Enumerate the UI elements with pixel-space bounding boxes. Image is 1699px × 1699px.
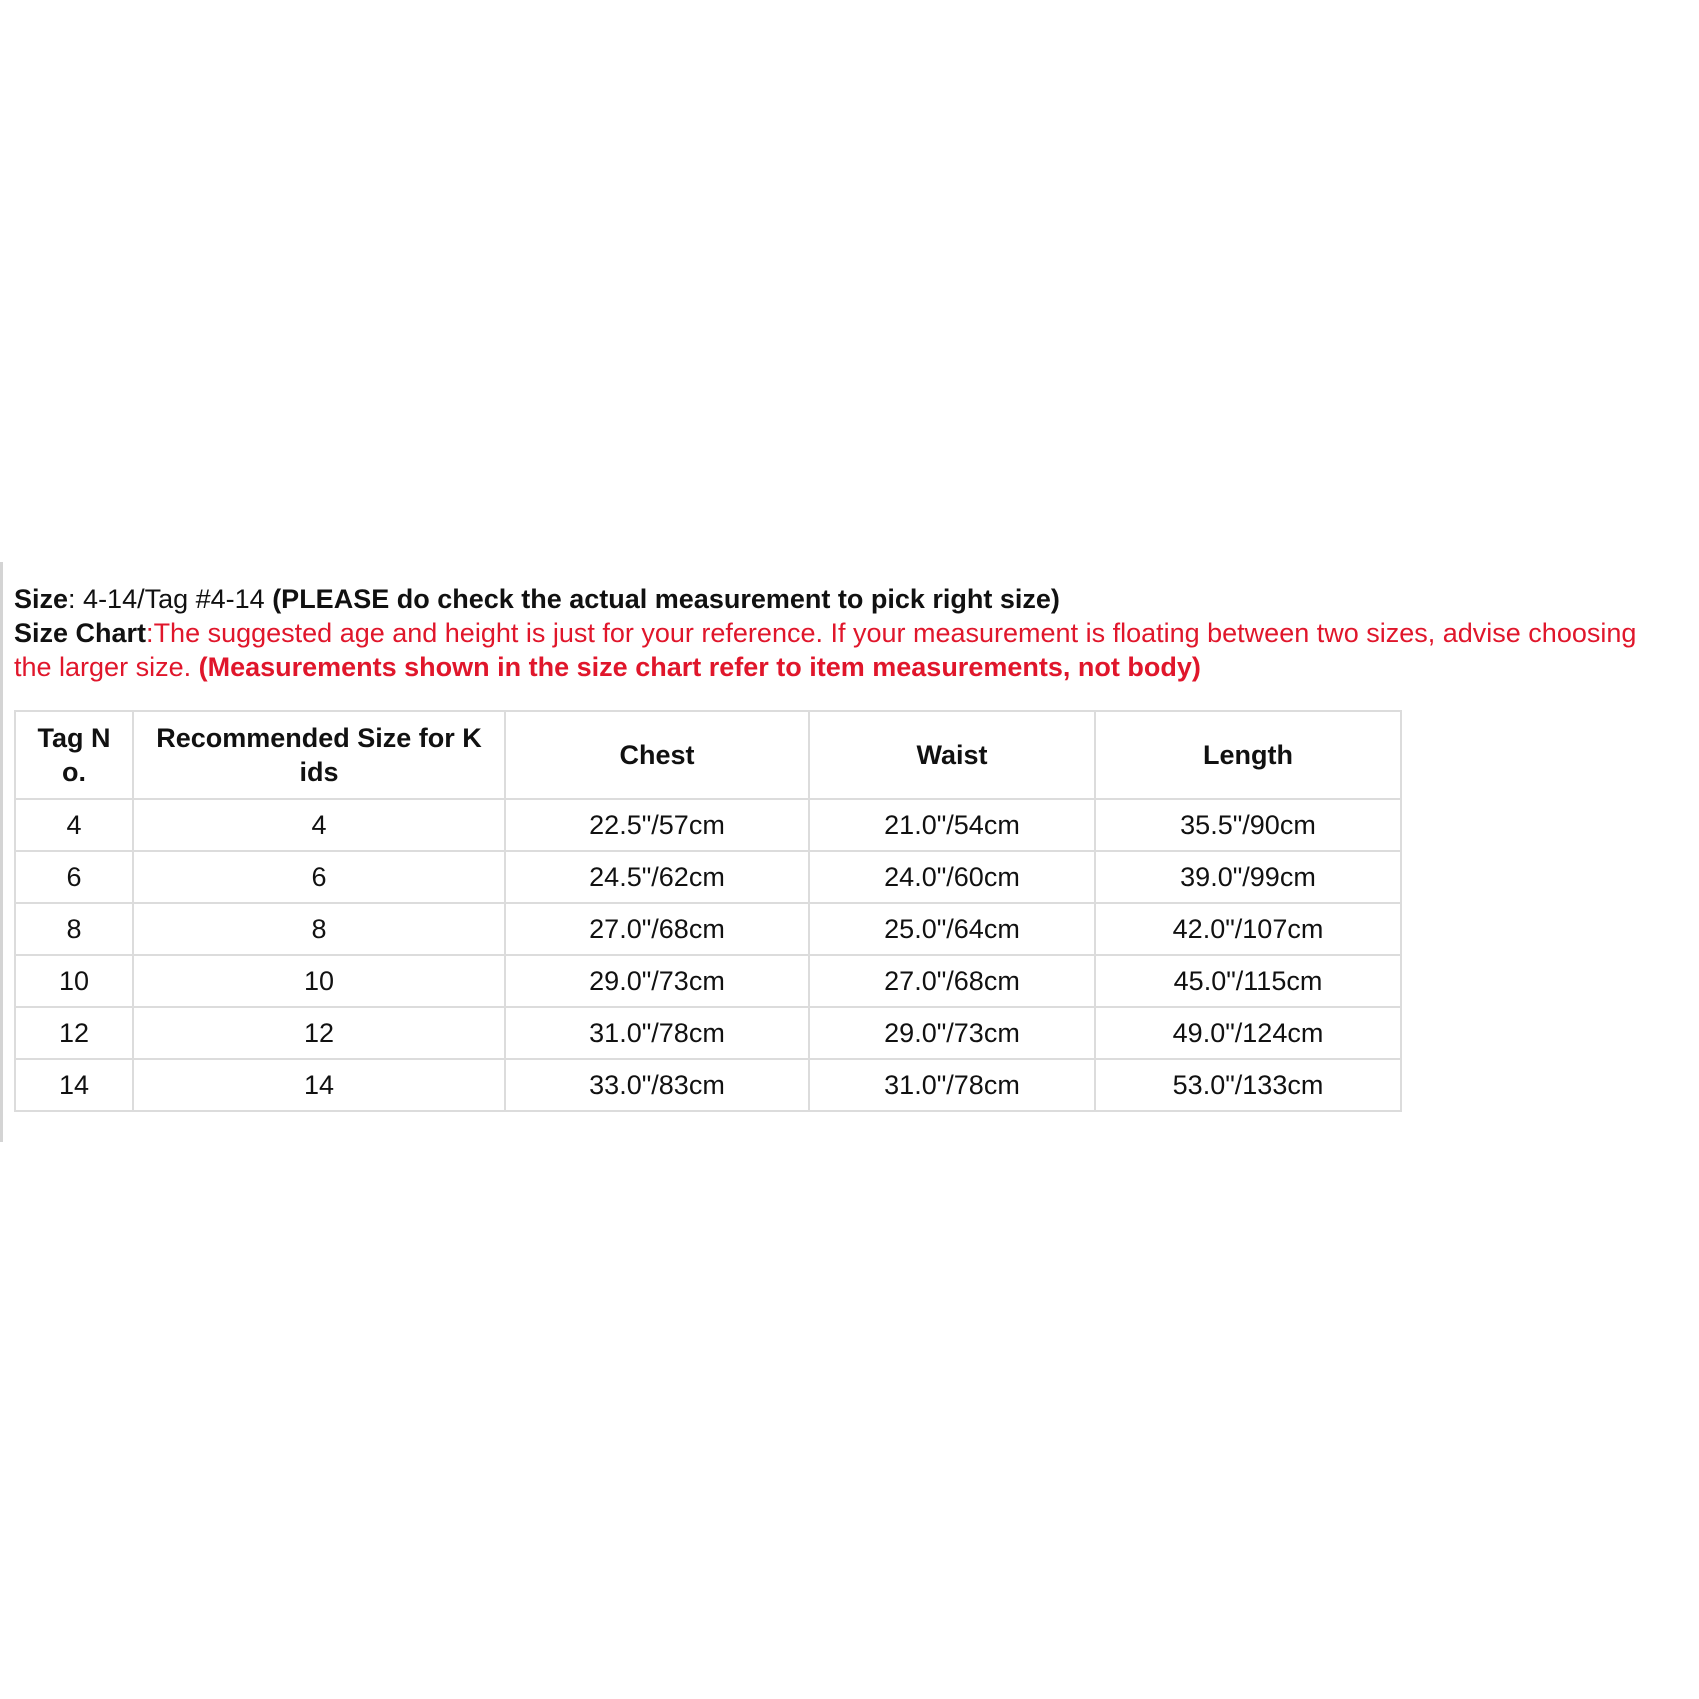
cell-chest: 29.0"/73cm (505, 955, 809, 1007)
cell-recommended-size: 12 (133, 1007, 505, 1059)
cell-waist: 29.0"/73cm (809, 1007, 1095, 1059)
size-chart-line (14, 616, 1674, 684)
cell-tag-no: 8 (15, 903, 133, 955)
table-row (15, 851, 1401, 903)
cell-chest: 33.0"/83cm (505, 1059, 809, 1111)
cell-length: 35.5"/90cm (1095, 799, 1401, 851)
size-separator: : (68, 584, 84, 614)
cell-recommended-size: 10 (133, 955, 505, 1007)
size-note: (PLEASE do check the actual measurement to pick right size) (272, 584, 1060, 614)
header-recommended-size: Recommended Size for K ids (133, 711, 505, 799)
cell-waist: 21.0"/54cm (809, 799, 1095, 851)
size-info (14, 582, 1674, 684)
cell-chest: 27.0"/68cm (505, 903, 809, 955)
table-header-row (15, 711, 1401, 799)
header-chest: Chest (505, 711, 809, 799)
cell-recommended-size: 8 (133, 903, 505, 955)
table-row (15, 1059, 1401, 1111)
cell-tag-no: 12 (15, 1007, 133, 1059)
table-row (15, 799, 1401, 851)
cell-waist: 25.0"/64cm (809, 903, 1095, 955)
size-chart-table (14, 710, 1402, 1112)
left-divider (0, 562, 3, 1142)
size-line (14, 582, 1674, 616)
cell-chest: 22.5"/57cm (505, 799, 809, 851)
cell-recommended-size: 14 (133, 1059, 505, 1111)
cell-recommended-size: 6 (133, 851, 505, 903)
cell-waist: 27.0"/68cm (809, 955, 1095, 1007)
table-row (15, 903, 1401, 955)
size-chart-note: (Measurements shown in the size chart refer to item measurements, not body) (198, 652, 1201, 682)
cell-tag-no: 14 (15, 1059, 133, 1111)
table-row (15, 1007, 1401, 1059)
cell-recommended-size: 4 (133, 799, 505, 851)
size-chart-separator: : (146, 618, 154, 648)
header-waist: Waist (809, 711, 1095, 799)
cell-chest: 31.0"/78cm (505, 1007, 809, 1059)
cell-tag-no: 4 (15, 799, 133, 851)
table-row (15, 955, 1401, 1007)
header-length: Length (1095, 711, 1401, 799)
cell-length: 49.0"/124cm (1095, 1007, 1401, 1059)
cell-length: 39.0"/99cm (1095, 851, 1401, 903)
cell-waist: 31.0"/78cm (809, 1059, 1095, 1111)
cell-length: 45.0"/115cm (1095, 955, 1401, 1007)
size-chart-label: Size Chart (14, 618, 147, 648)
cell-length: 42.0"/107cm (1095, 903, 1401, 955)
size-chart-text: The suggested age and height is just for your reference. If your measurement is floating between two sizes, advise choosing the larger size. (14, 618, 1637, 682)
cell-tag-no: 10 (15, 955, 133, 1007)
size-value: 4-14/Tag #4-14 (83, 584, 273, 614)
size-label: Size (14, 584, 69, 614)
cell-tag-no: 6 (15, 851, 133, 903)
cell-chest: 24.5"/62cm (505, 851, 809, 903)
cell-waist: 24.0"/60cm (809, 851, 1095, 903)
header-tag-no: Tag N o. (15, 711, 133, 799)
cell-length: 53.0"/133cm (1095, 1059, 1401, 1111)
